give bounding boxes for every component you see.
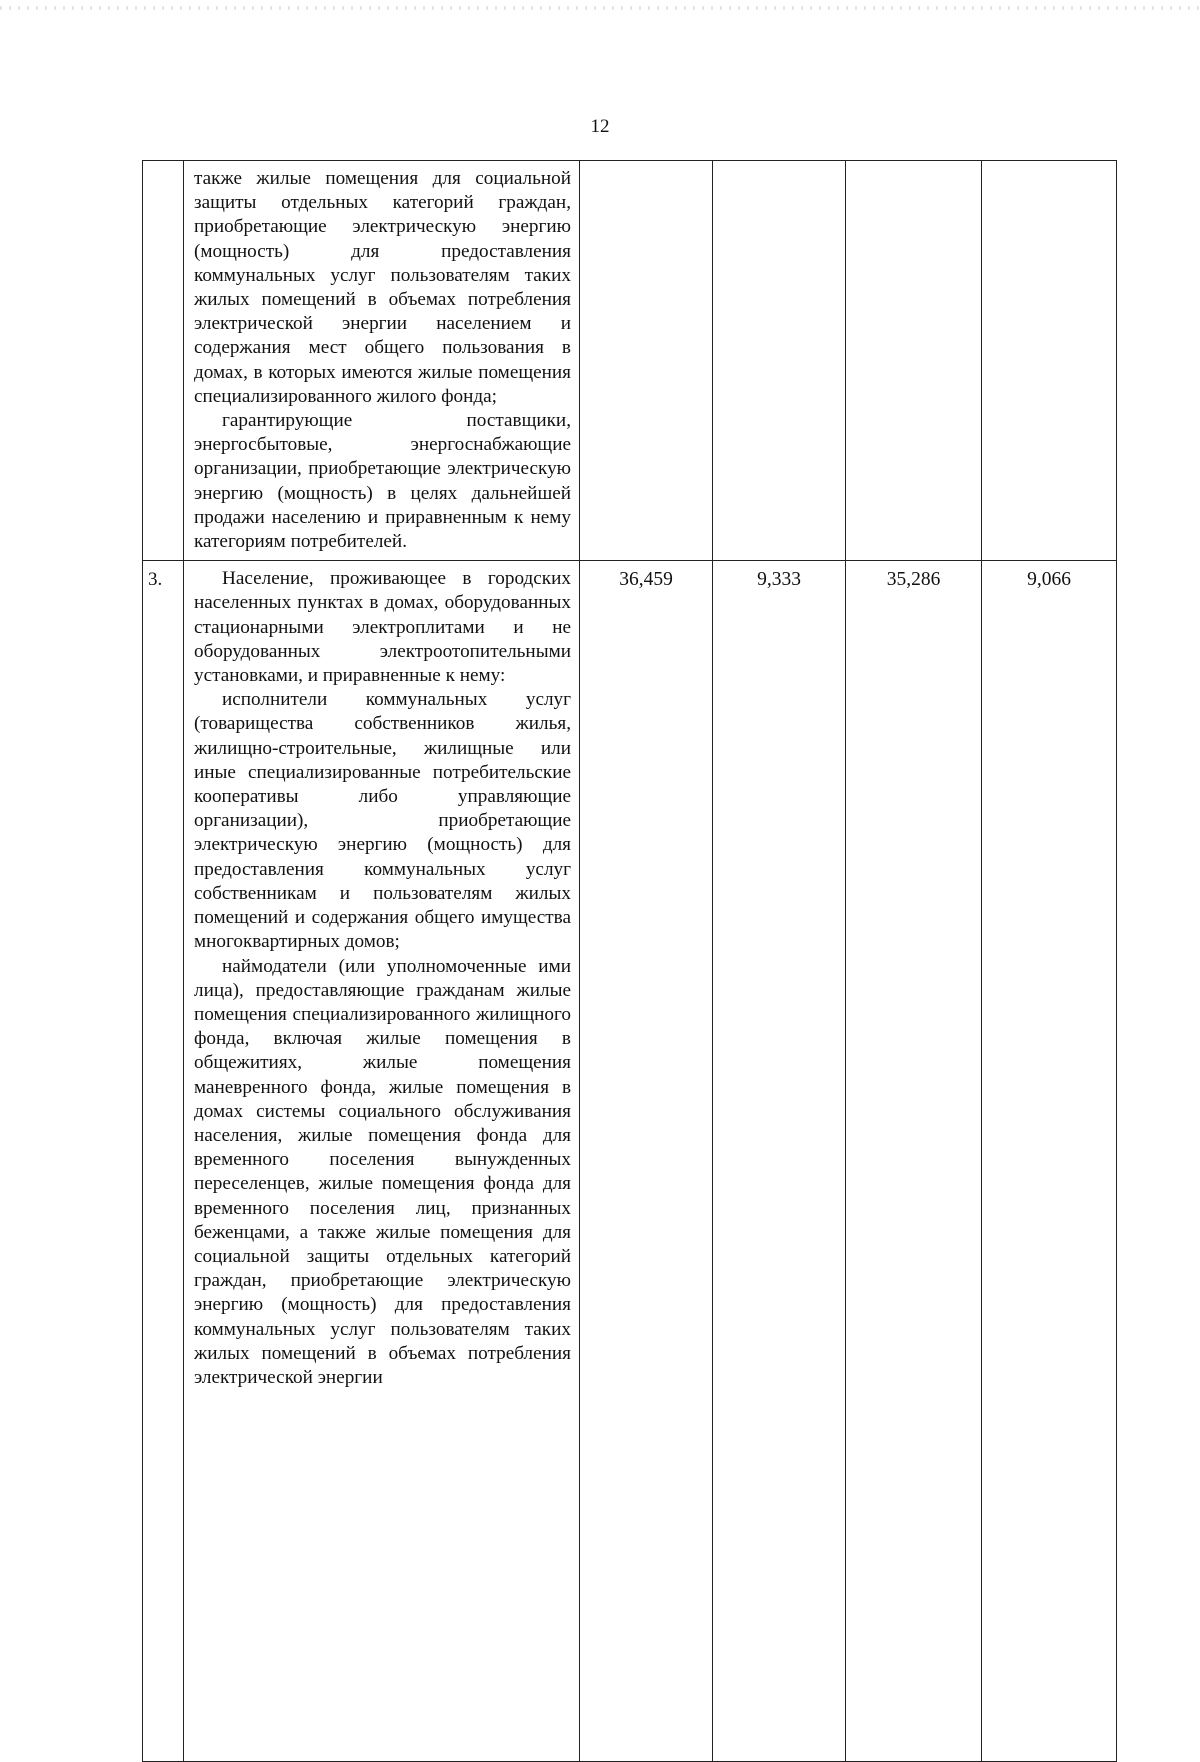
value-cell-4: 9,066 <box>982 561 1117 1762</box>
description-paragraph: наймодатели (или уполномоченные ими лица), предоставляющие гражданам жилые помещения специализированного жилищного фонда, включая жилые помещения в общежитиях, жилые помещения маневренного фонда, жилые помещения в домах системы социального обслуживания населения, жилые помещения фонда для временного поселения вынужденных переселенцев, жилые помещения фонда для временного поселения лиц, признанных беженцами, а также жилые помещения для социальной защиты отдельных категорий граждан, приобретающие электрическую энергию (мощность) для предоставления коммунальных услуг пользователям таких жилых помещений в объемах потребления электрической энергии <box>194 955 571 1388</box>
row-description <box>184 161 580 561</box>
value-cell-1 <box>580 161 713 561</box>
scan-noise-strip <box>0 6 1200 10</box>
description-paragraph: также жилые помещения для социальной защиты отдельных категорий граждан, приобретающие электрическую энергию (мощность) для предоставления коммунальных услуг пользователям таких жилых помещений в объемах потребления электрической энергии населением и содержания мест общего пользования в домах, в которых имеются жилые помещения специализированного жилого фонда; <box>194 168 571 407</box>
table-row-3 <box>143 561 1117 1762</box>
value-cell-2 <box>713 161 846 561</box>
row-number: 3. <box>143 561 184 1762</box>
tariff-table <box>142 160 1117 1762</box>
value-cell-3 <box>846 161 982 561</box>
value-cell-1: 36,459 <box>580 561 713 1762</box>
description-paragraph: Население, проживающее в городских населенных пунктах в домах, оборудованных стационарными электроплитами и не оборудованных электроотопительными установками, и приравненные к нему: <box>194 568 571 687</box>
value-cell-4 <box>982 161 1117 561</box>
table-row-continued <box>143 161 1117 561</box>
row-description <box>184 561 580 1762</box>
value-cell-2: 9,333 <box>713 561 846 1762</box>
value-cell-3: 35,286 <box>846 561 982 1762</box>
description-paragraph: исполнители коммунальных услуг (товарищества собственников жилья, жилищно-строительные, жилищные или иные специализированные потребительские кооперативы либо управляющие организации), приобретающие электрическую энергию (мощность) для предоставления коммунальных услуг собственникам и пользователям жилых помещений и содержания общего имущества многоквартирных домов; <box>194 689 571 953</box>
page-number: 12 <box>590 116 610 137</box>
description-paragraph: гарантирующие поставщики, энергосбытовые, энергоснабжающие организации, приобретающие электрическую энергию (мощность) в целях дальнейшей продажи населению и приравненным к нему категориям потребителей. <box>194 410 571 553</box>
row-number <box>143 161 184 561</box>
